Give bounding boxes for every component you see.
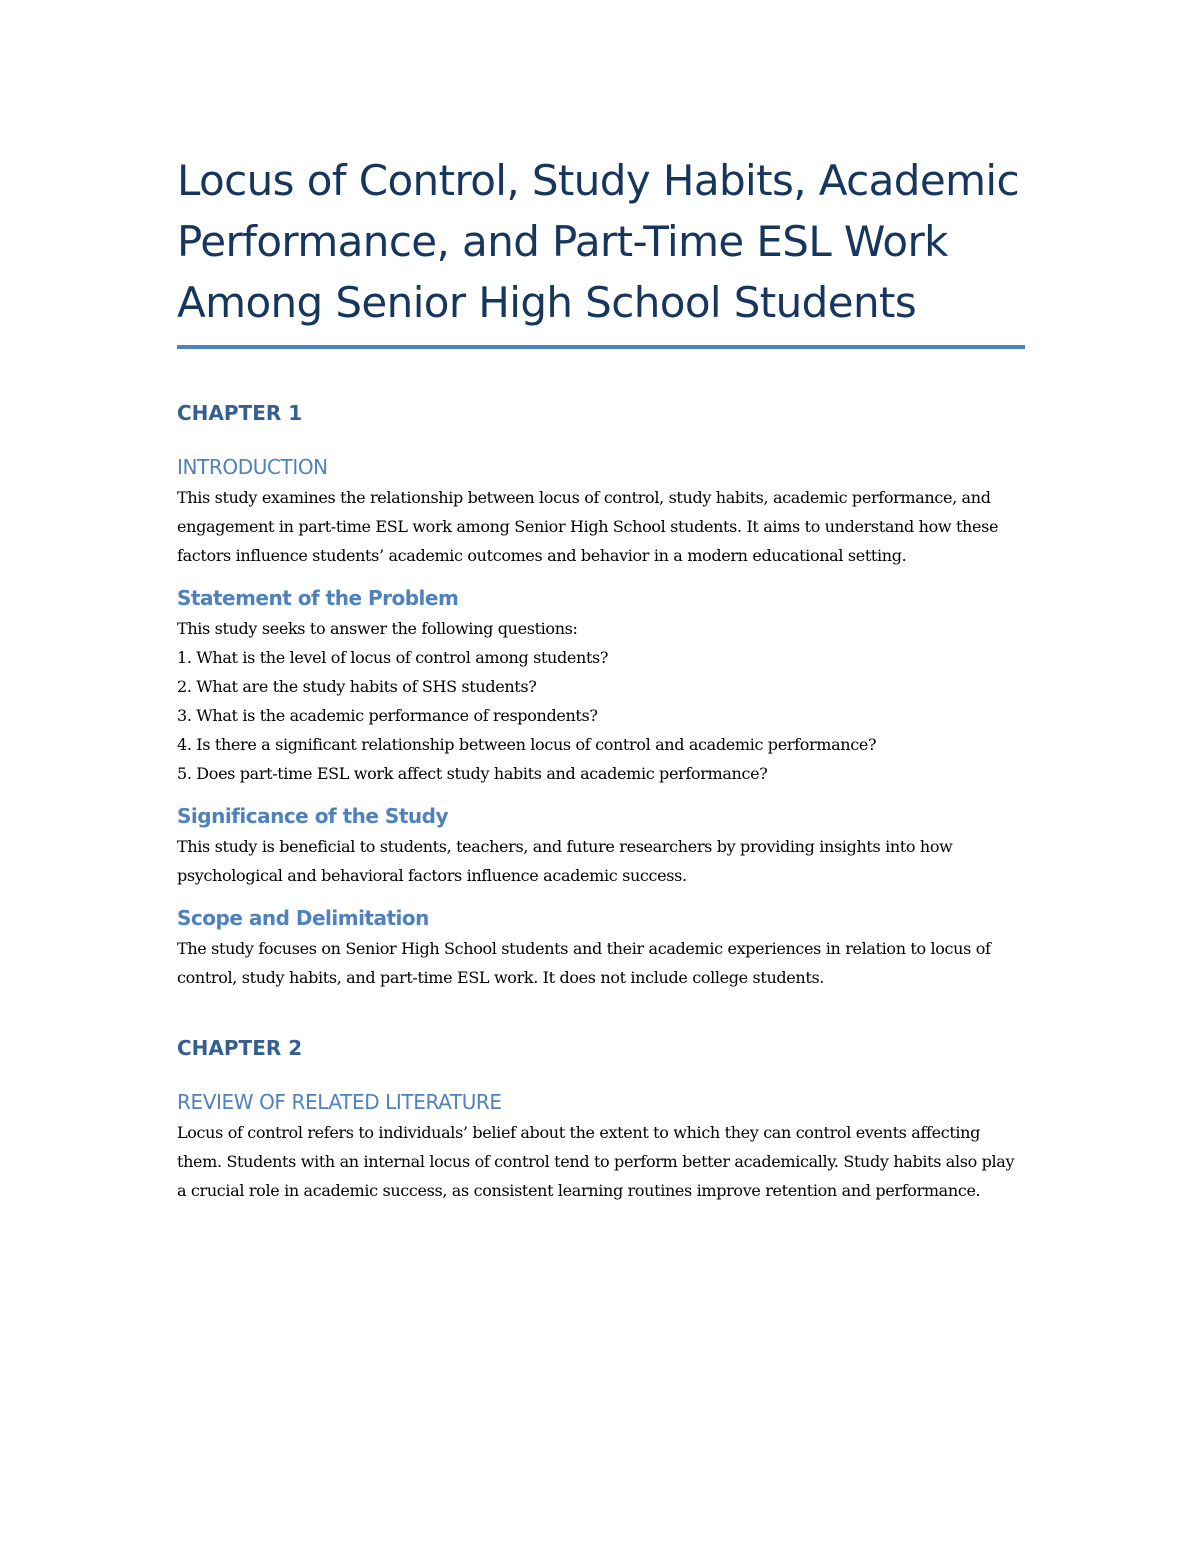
chapter-spacer xyxy=(177,1006,1025,1034)
document-content xyxy=(177,150,1025,1219)
chapter-1-label: CHAPTER 1 xyxy=(177,401,303,425)
significance-heading: Significance of the Study xyxy=(177,804,448,828)
scope-heading: Scope and Delimitation xyxy=(177,906,429,930)
rrl-text: Locus of control refers to individuals’ belief about the extent to which they can control events affecting them. Students with an internal locus of control tend to perform better academically. Study habits also play a crucial role in academic success, as consistent learning routines improve retention and performance. xyxy=(177,1123,1015,1200)
scope-text: The study focuses on Senior High School students and their academic experiences in relation to locus of control, study habits, and part-time ESL work. It does not include college students. xyxy=(177,939,991,987)
title-underline xyxy=(177,345,1025,349)
introduction-text: This study examines the relationship between locus of control, study habits, academic performance, and engagement in part-time ESL work among Senior High School students. It aims to understand how these factors influence students’ academic outcomes and behavior in a modern educational setting. xyxy=(177,488,999,565)
problem-intro-text: This study seeks to answer the following questions: xyxy=(177,619,578,638)
question-item: 3. What is the academic performance of respondents? xyxy=(177,706,598,725)
introduction-heading: INTRODUCTION xyxy=(177,455,328,479)
document-title: Locus of Control, Study Habits, Academic Performance, and Part-Time ESL Work Among Senior High School Students xyxy=(177,156,1019,327)
question-item: 2. What are the study habits of SHS students? xyxy=(177,677,537,696)
rrl-heading: REVIEW OF RELATED LITERATURE xyxy=(177,1090,502,1114)
question-item: 5. Does part-time ESL work affect study habits and academic performance? xyxy=(177,764,768,783)
question-item: 1. What is the level of locus of control among students? xyxy=(177,648,609,667)
question-item: 4. Is there a significant relationship between locus of control and academic performance? xyxy=(177,735,877,754)
significance-text: This study is beneficial to students, teachers, and future researchers by providing insights into how psychological and behavioral factors influence academic success. xyxy=(177,837,953,885)
questions-list xyxy=(177,643,1025,788)
problem-heading: Statement of the Problem xyxy=(177,586,459,610)
chapter-2-label: CHAPTER 2 xyxy=(177,1036,303,1060)
